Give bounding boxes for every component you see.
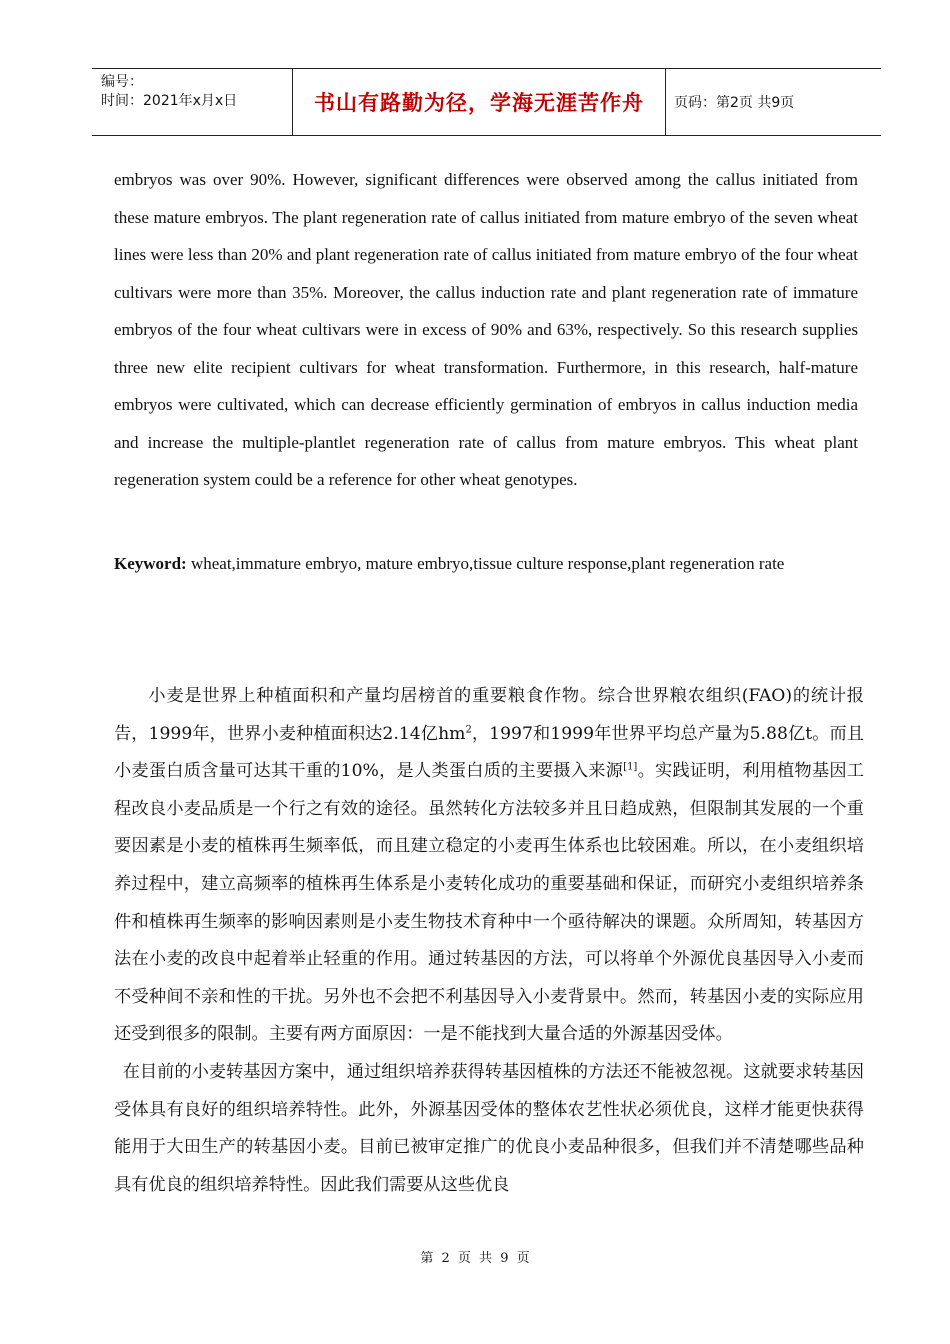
header-page-cell xyxy=(666,69,881,135)
intro-paragraph-1 xyxy=(114,678,864,1054)
header-motto: 书山有路勤为径，学海无涯苦作舟 xyxy=(314,91,644,115)
intro-paragraph-2: 在目前的小麦转基因方案中，通过组织培养获得转基因植株的方法还不能被忽视。这就要求转基因受体具有良好的组织培养特性。此外，外源基因受体的整体农艺性状必须优良，这样才能更快获得能用于大田生产的转基因小麦。目前已被审定推广的优良小麦品种很多，但我们并不清楚哪些品种具有优良的组织培养特性。因此我们需要从这些优良 xyxy=(114,1061,864,1195)
page-header xyxy=(92,68,881,136)
abstract-paragraph: embryos was over 90%. However, significant differences were observed among the callus initiated from these mature embryos. The plant regeneration rate of callus initiated from mature embryo of the seven wheat lines were less than 20% and plant regeneration rate of callus initiated from mature embryo of the four wheat cultivars were more than 35%. Moreover, the callus induction rate and plant regeneration rate of immature embryos of the four wheat cultivars were in excess of 90% and 63%, respectively. So this research supplies three new elite recipient cultivars for wheat transformation. Furthermore, in this research, half-mature embryos were cultivated, which can decrease efficiently germination of embryos in callus induction media and increase the multiple-plantlet regeneration rate of callus from mature embryos. This wheat plant regeneration system could be a reference for other wheat genotypes. xyxy=(114,170,858,489)
serial-label: 编号： xyxy=(101,74,143,90)
intro-text-b: ，1997和1999年世界平均总产量为5.88亿t。而且小麦蛋白质含量可达其干重的10%，是人类蛋白质的主要摄入来源 xyxy=(114,723,864,782)
citation-1: [1] xyxy=(623,761,638,773)
superscript-2: 2 xyxy=(465,723,472,735)
header-meta-cell xyxy=(92,69,293,135)
time-label: 时间：2021年x月x日 xyxy=(101,93,238,109)
intro-text-c: 。实践证明，利用植物基因工程改良小麦品质是一个行之有效的途径。虽然转化方法较多并且日趋成熟，但限制其发展的一个重要因素是小麦的植株再生频率低，而且建立稳定的小麦再生体系也比较困难。所以，在小麦组织培养过程中，建立高频率的植株再生体系是小麦转化成功的重要基础和保证，而研究小麦组织培养条件和植株再生频率的影响因素则是小麦生物技术育种中一个亟待解决的课题。众所周知，转基因方法在小麦的改良中起着举止轻重的作用。通过转基因的方法，可以将单个外源优良基因导入小麦而不受种间不亲和性的干扰。另外也不会把不利基因导入小麦背景中。然而，转基因小麦的实际应用还受到很多的限制。主要有两方面原因：一是不能找到大量合适的外源基因受体。 xyxy=(114,761,864,1045)
intro-text-a: 小麦是世界上种植面积和产量均居榜首的重要粮食作物。综合世界粮农组织(FAO)的统计报告，1999年，世界小麦种植面积达2.14亿hm xyxy=(114,686,864,744)
header-page-info: 页码：第2页 共9页 xyxy=(674,95,795,111)
page-footer: 第 2 页 共 9 页 xyxy=(420,1251,530,1266)
keyword-label: Keyword: xyxy=(114,554,187,573)
keyword-paragraph xyxy=(114,545,858,583)
header-motto-cell xyxy=(293,69,666,135)
keyword-text: wheat,immature embryo, mature embryo,tissue culture response,plant regeneration rate xyxy=(186,554,785,573)
chinese-body xyxy=(114,678,864,1204)
